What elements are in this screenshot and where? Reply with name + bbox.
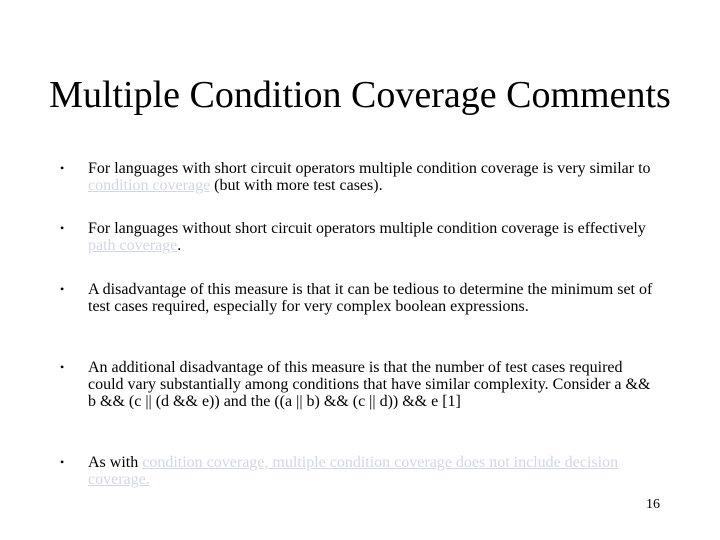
bullet-text: A disadvantage of this measure is that it can be tedious to determine the minimum set of test cases required, especially for very complex boolean expressions.	[88, 281, 653, 315]
bullet-text	[88, 160, 658, 194]
bullet-marker: •	[60, 221, 65, 235]
slide-number: 16	[646, 497, 660, 512]
bullet-marker: •	[60, 360, 65, 374]
bullet-text	[88, 220, 658, 254]
condition-coverage-link[interactable]: condition coverage, multiple condition coverage does not include decision coverage.	[88, 454, 619, 488]
bullet-text	[88, 454, 658, 488]
bullet-marker: •	[60, 455, 65, 469]
bullet-text-after: (but with more test cases).	[210, 177, 383, 194]
bullet-marker: •	[60, 282, 65, 296]
bullet-text-before: For languages without short circuit operators multiple condition coverage is effectively	[88, 220, 646, 237]
slide-title: Multiple Condition Coverage Comments	[49, 74, 671, 116]
bullet-marker: •	[60, 161, 65, 175]
bullet-text-before: As with	[88, 454, 143, 471]
bullet-text: An additional disadvantage of this measure is that the number of test cases required could vary substantially among conditions that have similar complexity. Consider a && b && (c || (d && e)) and the ((a || b) && (c || d)) && e [1]	[88, 359, 651, 410]
bullet-text-after: .	[177, 237, 182, 254]
condition-coverage-link[interactable]: condition coverage	[88, 177, 211, 194]
bullet-text-before: For languages with short circuit operators multiple condition coverage is very similar to	[88, 160, 651, 177]
path-coverage-link[interactable]: path coverage	[88, 237, 178, 254]
